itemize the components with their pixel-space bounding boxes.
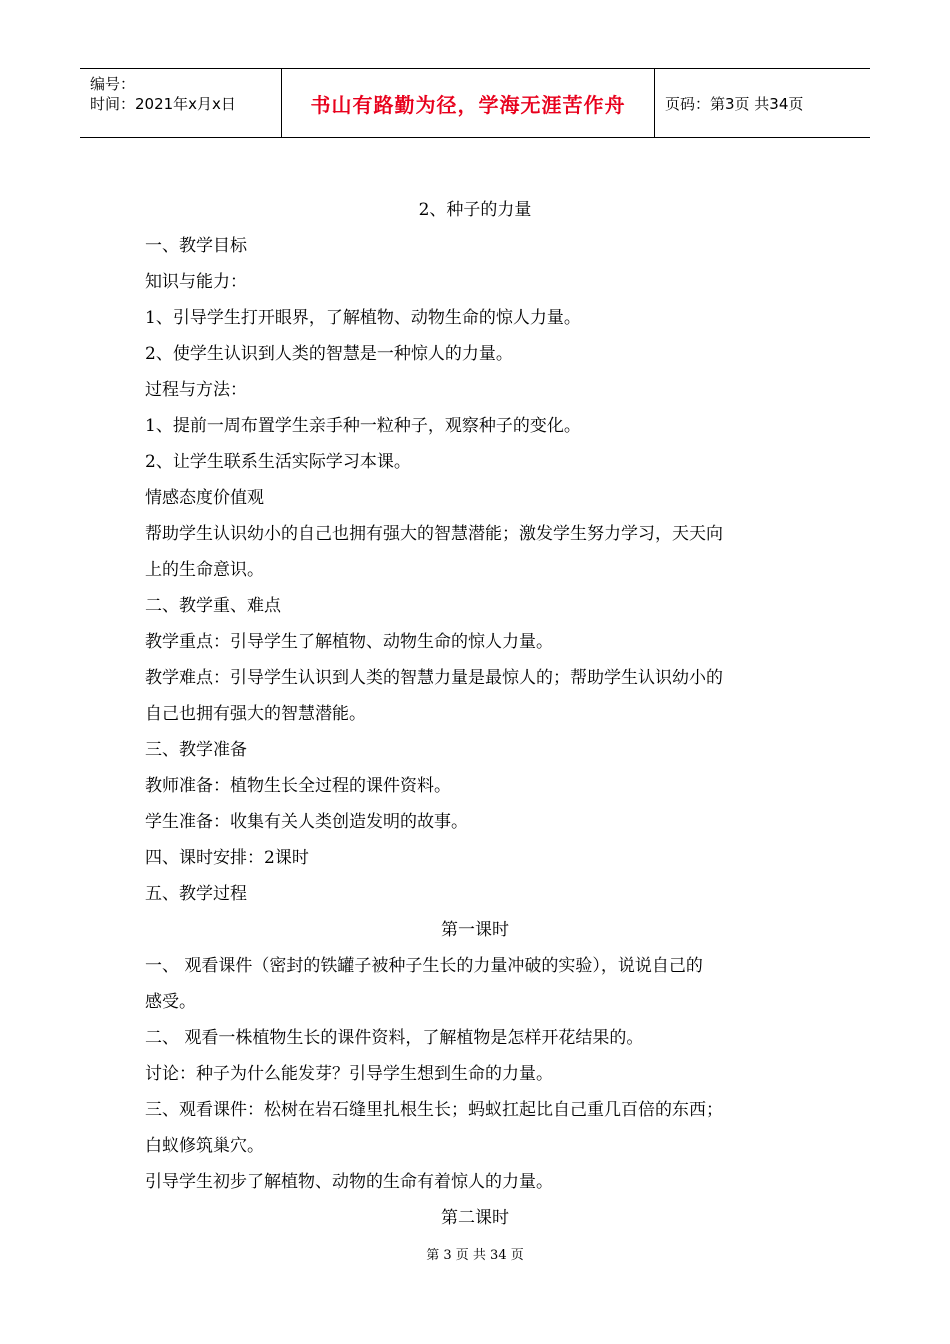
paragraph-line: 三、观看课件：松树在岩石缝里扎根生长；蚂蚁扛起比自己重几百倍的东西；: [145, 1100, 723, 1120]
header-motto: 书山有路勤为径，学海无涯苦作舟: [310, 92, 626, 117]
section-heading: 二、教学重、难点: [145, 596, 281, 616]
section-heading: 五、教学过程: [145, 884, 247, 904]
paragraph-line: 教学重点：引导学生了解植物、动物生命的惊人力量。: [145, 632, 553, 652]
document-body: [145, 192, 805, 1236]
document-date-label: 时间：2021年x月x日: [90, 95, 236, 113]
paragraph-line: 教学难点：引导学生认识到人类的智慧力量是最惊人的；帮助学生认识幼小的: [145, 668, 723, 688]
paragraph-line: 2、使学生认识到人类的智慧是一种惊人的力量。: [145, 344, 513, 364]
section-heading: 四、课时安排：2课时: [145, 848, 309, 868]
paragraph-line: 一、 观看课件（密封的铁罐子被种子生长的力量冲破的实验），说说自己的: [145, 956, 703, 976]
paragraph-line: 2、让学生联系生活实际学习本课。: [145, 452, 411, 472]
subheading: 情感态度价值观: [145, 488, 264, 508]
paragraph-line: 上的生命意识。: [145, 560, 264, 580]
period-heading: 第二课时: [441, 1208, 509, 1228]
header-page-cell: [655, 69, 870, 137]
period-heading: 第一课时: [441, 920, 509, 940]
subheading: 过程与方法：: [145, 380, 247, 400]
page-footer: 第 3 页 共 34 页: [426, 1248, 524, 1263]
paragraph-line: 感受。: [145, 992, 196, 1012]
header-meta-cell: [80, 69, 282, 137]
paragraph-line: 1、提前一周布置学生亲手种一粒种子，观察种子的变化。: [145, 416, 581, 436]
page-header: [80, 68, 870, 138]
paragraph-line: 引导学生初步了解植物、动物的生命有着惊人的力量。: [145, 1172, 553, 1192]
paragraph-line: 白蚁修筑巢穴。: [145, 1136, 264, 1156]
paragraph-line: 1、引导学生打开眼界，了解植物、动物生命的惊人力量。: [145, 308, 581, 328]
section-heading: 一、教学目标: [145, 236, 247, 256]
paragraph-line: 讨论：种子为什么能发芽？引导学生想到生命的力量。: [145, 1064, 553, 1084]
paragraph-line: 自己也拥有强大的智慧潜能。: [145, 704, 366, 724]
paragraph-line: 二、 观看一株植物生长的课件资料，了解植物是怎样开花结果的。: [145, 1028, 644, 1048]
section-heading: 三、教学准备: [145, 740, 247, 760]
paragraph-line: 帮助学生认识幼小的自己也拥有强大的智慧潜能；激发学生努力学习，天天向: [145, 524, 723, 544]
lesson-title: 2、种子的力量: [418, 200, 532, 220]
subheading: 知识与能力：: [145, 272, 247, 292]
document-number-label: 编号：: [90, 75, 136, 93]
paragraph-line: 学生准备：收集有关人类创造发明的故事。: [145, 812, 468, 832]
header-motto-cell: [282, 69, 655, 137]
header-page-label: 页码：第3页 共34页: [665, 94, 804, 113]
paragraph-line: 教师准备：植物生长全过程的课件资料。: [145, 776, 451, 796]
